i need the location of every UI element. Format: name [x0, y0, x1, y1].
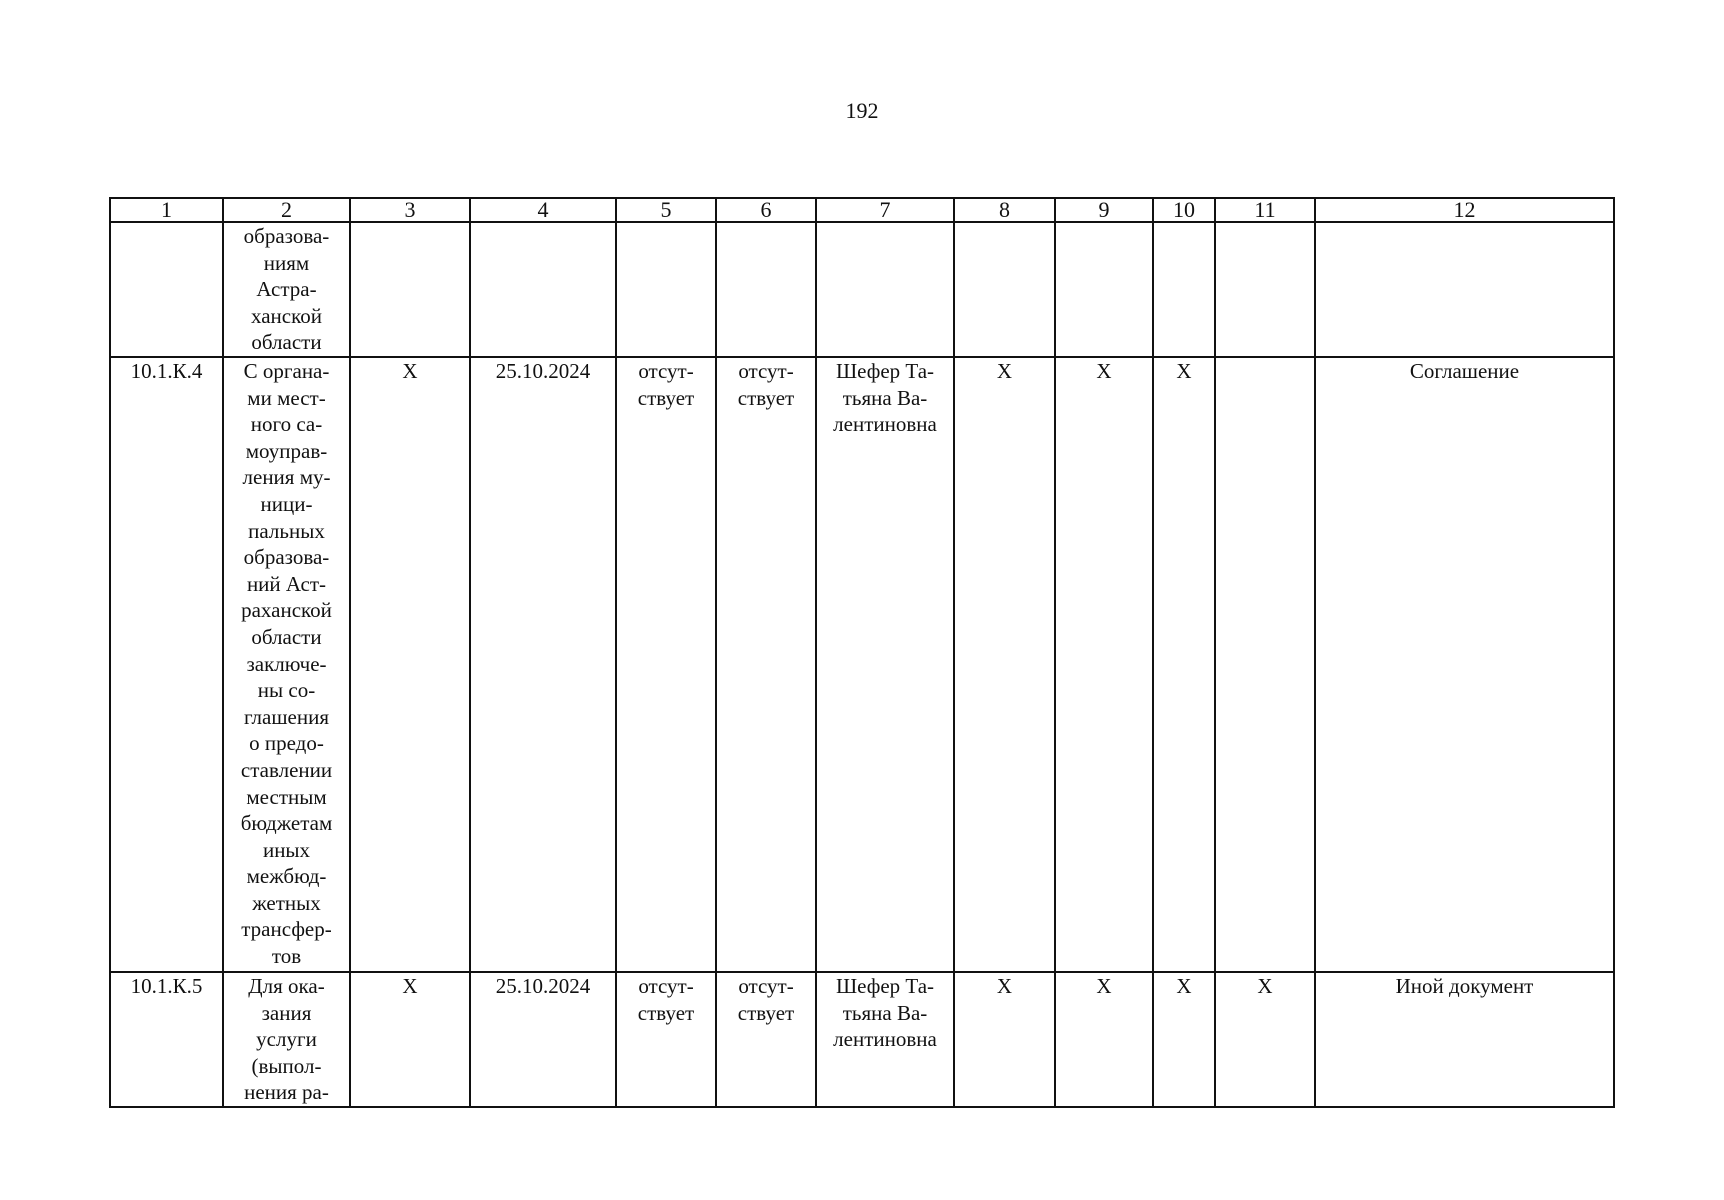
table-cell: образова- ниям Астра- ханской области: [223, 222, 350, 357]
table-cell: Х: [1153, 357, 1215, 972]
table-cell: отсут- ствует: [716, 357, 816, 972]
table-cell: [1215, 357, 1315, 972]
column-header-7: 7: [816, 198, 954, 222]
row-number-cell: 10.1.К.5: [110, 972, 223, 1107]
date-cell: 25.10.2024: [470, 972, 616, 1107]
page-number: 192: [845, 98, 879, 123]
table-cell: Х: [350, 357, 470, 972]
table-cell: Х: [350, 972, 470, 1107]
column-header-1: 1: [110, 198, 223, 222]
column-header-11: 11: [1215, 198, 1315, 222]
table-cell: отсут- ствует: [616, 972, 716, 1107]
row-number-cell: 10.1.К.4: [110, 357, 223, 972]
table-cell: [350, 222, 470, 357]
table-row: [110, 357, 1614, 972]
column-header-6: 6: [716, 198, 816, 222]
table-cell: [470, 222, 616, 357]
table-header-row: [110, 198, 1614, 222]
column-header-8: 8: [954, 198, 1055, 222]
table-cell: Х: [1215, 972, 1315, 1107]
table-cell: Х: [954, 357, 1055, 972]
column-header-10: 10: [1153, 198, 1215, 222]
table-cell: [110, 222, 223, 357]
table-cell: [1153, 222, 1215, 357]
document-type-cell: Иной документ: [1315, 972, 1614, 1107]
table-cell: [1315, 222, 1614, 357]
table-cell: Х: [954, 972, 1055, 1107]
column-header-4: 4: [470, 198, 616, 222]
responsible-person-cell: Шефер Та- тьяна Ва- лентиновна: [816, 972, 954, 1107]
table-cell: [616, 222, 716, 357]
table-cell: [1215, 222, 1315, 357]
table-row: [110, 972, 1614, 1107]
document-type-cell: Соглашение: [1315, 357, 1614, 972]
table-cell: [1055, 222, 1153, 357]
table-cell: отсут- ствует: [616, 357, 716, 972]
table-row: [110, 222, 1614, 357]
column-header-3: 3: [350, 198, 470, 222]
column-header-2: 2: [223, 198, 350, 222]
table-cell: Х: [1153, 972, 1215, 1107]
table-cell: С органа- ми мест- ного са- моуправ- ления му- ници- пальных образова- ний Аст- раханской области заключе- ны со- глашения о предо- ставлении местным бюджетам иных межбюд- жетных трансфер- тов: [223, 357, 350, 972]
table-cell: [716, 222, 816, 357]
document-table: [109, 197, 1615, 1108]
column-header-9: 9: [1055, 198, 1153, 222]
table-cell: [954, 222, 1055, 357]
table-cell: [816, 222, 954, 357]
column-header-12: 12: [1315, 198, 1614, 222]
date-cell: 25.10.2024: [470, 357, 616, 972]
table-cell: Х: [1055, 972, 1153, 1107]
table-cell: Для ока- зания услуги (выпол- нения ра-: [223, 972, 350, 1107]
column-header-5: 5: [616, 198, 716, 222]
table-cell: отсут- ствует: [716, 972, 816, 1107]
responsible-person-cell: Шефер Та- тьяна Ва- лентиновна: [816, 357, 954, 972]
table-cell: Х: [1055, 357, 1153, 972]
